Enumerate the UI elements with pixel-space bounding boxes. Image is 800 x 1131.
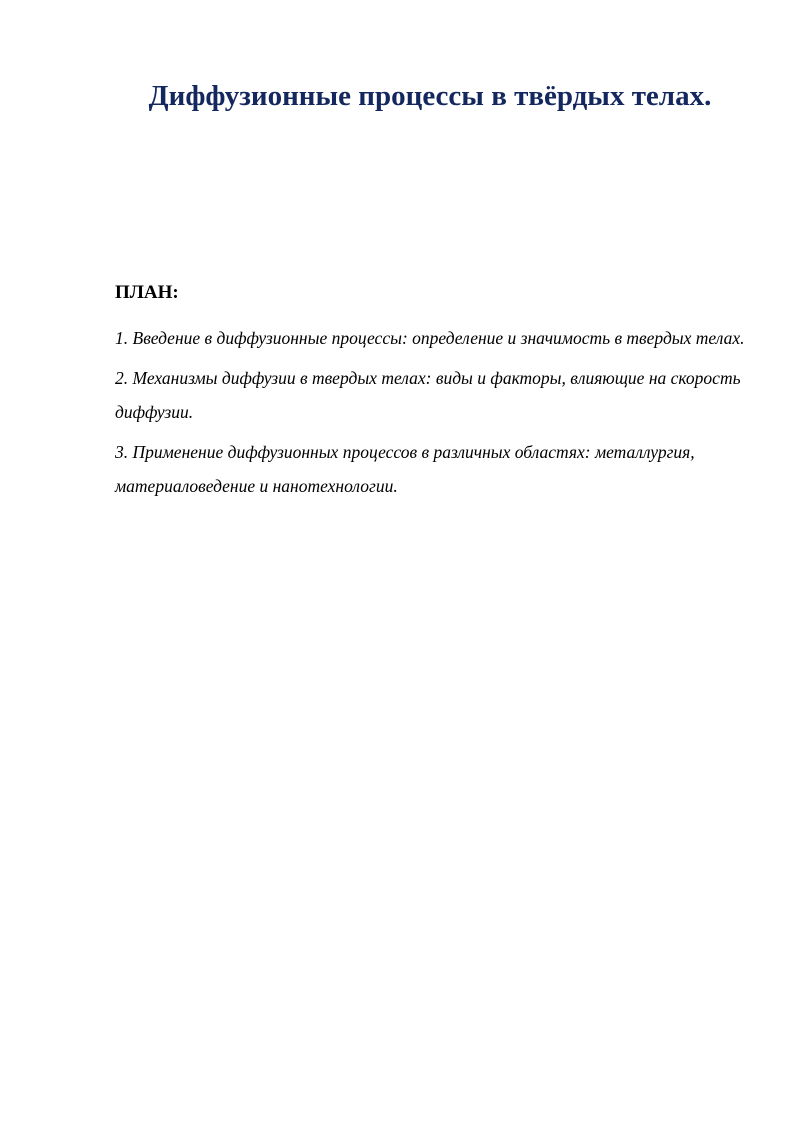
document-title: Диффузионные процессы в твёрдых телах.: [148, 80, 712, 112]
plan-item-2: 2. Механизмы диффузии в твердых телах: виды и факторы, влияющие на скорость диффузии.: [115, 368, 741, 422]
plan-item-1: 1. Введение в диффузионные процессы: определение и значимость в твердых телах.: [115, 328, 745, 348]
plan-list: [115, 321, 747, 509]
plan-item-3: 3. Применение диффузионных процессов в различных областях: металлургия, материаловедение и нанотехнологии.: [115, 442, 695, 496]
plan-heading: ПЛАН:: [115, 282, 179, 303]
